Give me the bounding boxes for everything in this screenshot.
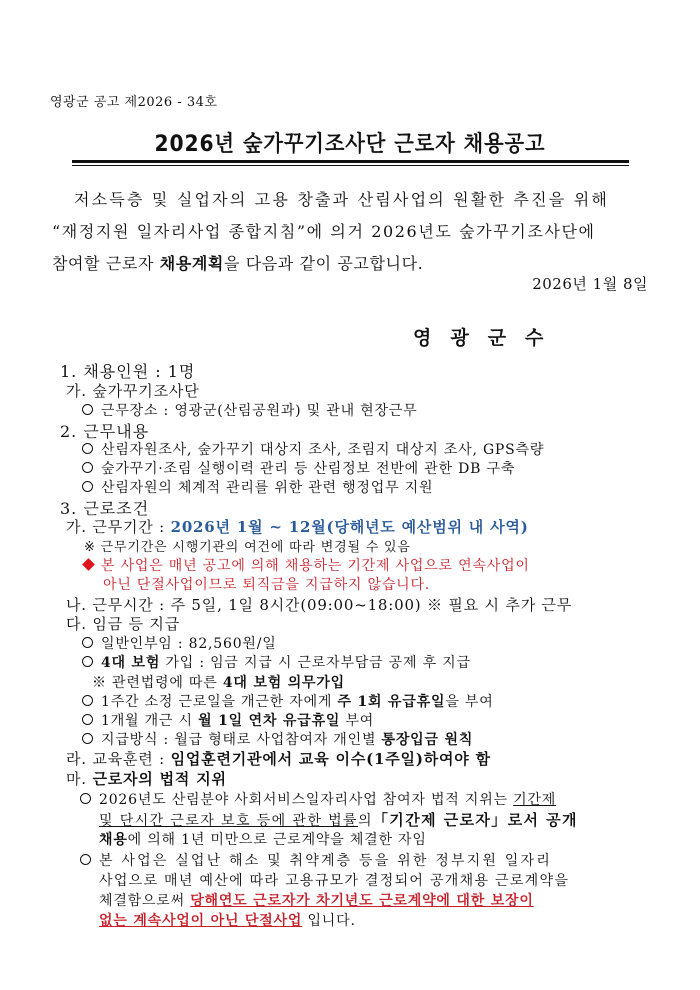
legal-status-value: 근로자의 법적 지위: [92, 770, 227, 788]
wage-insurance-note: [92, 672, 345, 692]
item-text-bold: 채용: [99, 832, 128, 848]
bullet-circle-icon: [80, 793, 91, 804]
work-period: [66, 516, 529, 537]
bullet-circle-icon: [82, 695, 93, 706]
intro-line-1: [52, 187, 652, 210]
section-3-heading: 3. 근로조건: [60, 499, 150, 518]
item-text: 산림자원조사, 숲가꾸기 대상지 조사, 조림지 대상지 조사, GPS측량: [101, 442, 545, 458]
wage-insurance: [82, 652, 471, 672]
bullet-circle-icon: [82, 656, 93, 667]
item-text-bold: 「기간제 근로자」로서 공개: [372, 811, 578, 829]
legal-status-heading: [66, 768, 227, 789]
intro-text-3-bold: 채용계획: [159, 254, 224, 273]
legal-status-item-1-line-1: [80, 789, 556, 809]
intro-text-3a: 참여할 근로자: [52, 254, 160, 273]
notice-number: 영광군 공고 제2026 - 34호: [50, 95, 218, 110]
bullet-circle-icon: [82, 462, 93, 473]
work-hours: 나. 근무시간 : 주 5일, 1일 8시간(09:00~18:00) ※ 필요 시 추가 근무: [66, 596, 573, 614]
bullet-circle-icon: [82, 637, 93, 648]
item-text-red: 없는 계속사업이 아닌 단절사업: [99, 913, 303, 929]
title-divider: [72, 160, 629, 163]
legal-status-item-2-line-2: 사업으로 매년 예산에 따라 고용규모가 결정되어 공개채용 근로계약을: [99, 873, 570, 889]
section-2-item-3: [82, 477, 433, 497]
bullet-circle-icon: [80, 854, 91, 865]
work-period-label: 가. 근무기간 :: [66, 518, 171, 536]
intro-line-3: [52, 251, 652, 274]
training-value: 임업훈련기관에서 교육 이수(1주일)하여야 함: [170, 750, 491, 768]
intro-text-3b: 을 다음과 같이 공고합니다.: [223, 254, 424, 273]
intro-line-2: “재정지원 일자리사업 종합지침”에 의거 2026년도 숲가꾸기조사단에: [52, 222, 596, 241]
item-text: 에 의해 1년 미만으로 근로계약을 체결한 자임: [127, 832, 427, 848]
item-text: 2026년도 산림분야 사회서비스일자리사업 참여자 법적 지위는: [99, 792, 514, 808]
title-divider-thin: [72, 165, 629, 166]
item-text-bold: 통장입금 원칙: [381, 732, 474, 748]
item-text: 근무장소 : 영광군(산림공원과) 및 관내 현장근무: [101, 403, 418, 419]
warning-text: 본 사업은 매년 공고에 의해 채용하는 기간제 사업으로 연속사업이: [101, 558, 530, 574]
item-text: 본 사업은 실업난 해소 및 취약계층 등을 위한 정부지원 일자리: [99, 853, 552, 869]
section-2-item-1: [82, 439, 544, 459]
page-title: 2026년 숲가꾸기조사단 근로자 채용공고: [154, 132, 546, 157]
notice-date: 2026년 1월 8일: [532, 275, 648, 293]
wage-monthly-leave: [82, 710, 374, 730]
legal-status-item-1-line-2: [99, 809, 578, 830]
bullet-circle-icon: [82, 733, 93, 744]
legal-status-item-2-line-4: [99, 910, 356, 930]
item-text: 체결함으로써: [99, 893, 191, 909]
wage-daily: [82, 633, 277, 653]
item-text-bold: 주 1회 유급휴일: [337, 694, 446, 710]
item-text: 숲가꾸기·조림 실행이력 관리 등 산림정보 전반에 관한 DB 구축: [101, 461, 516, 477]
wage-weekly-holiday: [82, 691, 494, 711]
item-text: 가입 : 임금 지급 시 근로자부담금 공제 후 지급: [160, 655, 471, 671]
item-text: 의: [357, 813, 373, 829]
warning-diamond-icon: [82, 558, 95, 571]
bullet-circle-icon: [82, 481, 93, 492]
legal-status-item-2-line-1: [80, 850, 552, 870]
severance-warning-2: 아닌 단절사업이므로 퇴직금을 지급하지 않습니다.: [103, 577, 431, 593]
bullet-circle-icon: [82, 714, 93, 725]
bullet-circle-icon: [82, 404, 93, 415]
item-text: 을 부여: [445, 694, 494, 710]
item-text-bold: 월 1일 연차 유급휴일: [198, 713, 341, 729]
item-text-bold: 4대 보험: [101, 655, 161, 671]
section-1-heading: 1. 채용인원 : 1명: [60, 362, 196, 381]
legal-status-item-2-line-3: [99, 890, 534, 910]
item-text: 부여: [340, 713, 375, 729]
signer: 영광군수: [413, 327, 563, 349]
item-text: 일반인부임 : 82,560원/일: [101, 636, 277, 652]
work-period-value: 2026년 1월 ~ 12월(당해년도 예산범위 내 사역): [170, 518, 529, 536]
note-text: ※ 관련법령에 따른: [92, 675, 223, 691]
item-text: 지급방식 : 월급 형태로 사업참여자 개인별: [101, 732, 382, 748]
section-2-item-2: [82, 458, 515, 478]
item-text: 입니다.: [302, 913, 356, 929]
item-text: 1주간 소정 근로일을 개근한 자에게: [101, 694, 338, 710]
intro-text-1: 저소득층 및 실업자의 고용 창출과 산림사업의 원활한 추진을 위해: [74, 190, 610, 209]
law-name: 및 단시간 근로자 보호 등에 관한 법률: [99, 813, 358, 829]
item-text: 산림자원의 체계적 관리를 위한 관련 행정업무 지원: [101, 480, 434, 496]
item-text-underlined: 기간제: [513, 792, 557, 808]
legal-status-item-1-line-3: [99, 829, 427, 849]
wage-heading: 다. 임금 등 지급: [66, 615, 181, 633]
item-text: 1개월 개근 시: [101, 713, 199, 729]
section-1-item: [82, 400, 417, 420]
note-text-bold: 4대 보험 의무가입: [222, 675, 345, 691]
item-text-red: 당해연도 근로자가 차기년도 근로계약에 대한 보장이: [190, 893, 534, 909]
work-period-note: ※ 근무기간은 시행기관의 여건에 따라 변경될 수 있음: [84, 540, 411, 555]
section-2-heading: 2. 근무내용: [60, 422, 150, 441]
wage-payment-method: [82, 729, 473, 749]
severance-warning-1: [82, 555, 530, 575]
bullet-circle-icon: [82, 443, 93, 454]
section-1-sub-ga: 가. 숲가꾸기조사단: [66, 382, 200, 400]
training: [66, 748, 491, 769]
training-label: 라. 교육훈련 :: [66, 750, 171, 768]
legal-status-label: 마.: [66, 770, 93, 788]
